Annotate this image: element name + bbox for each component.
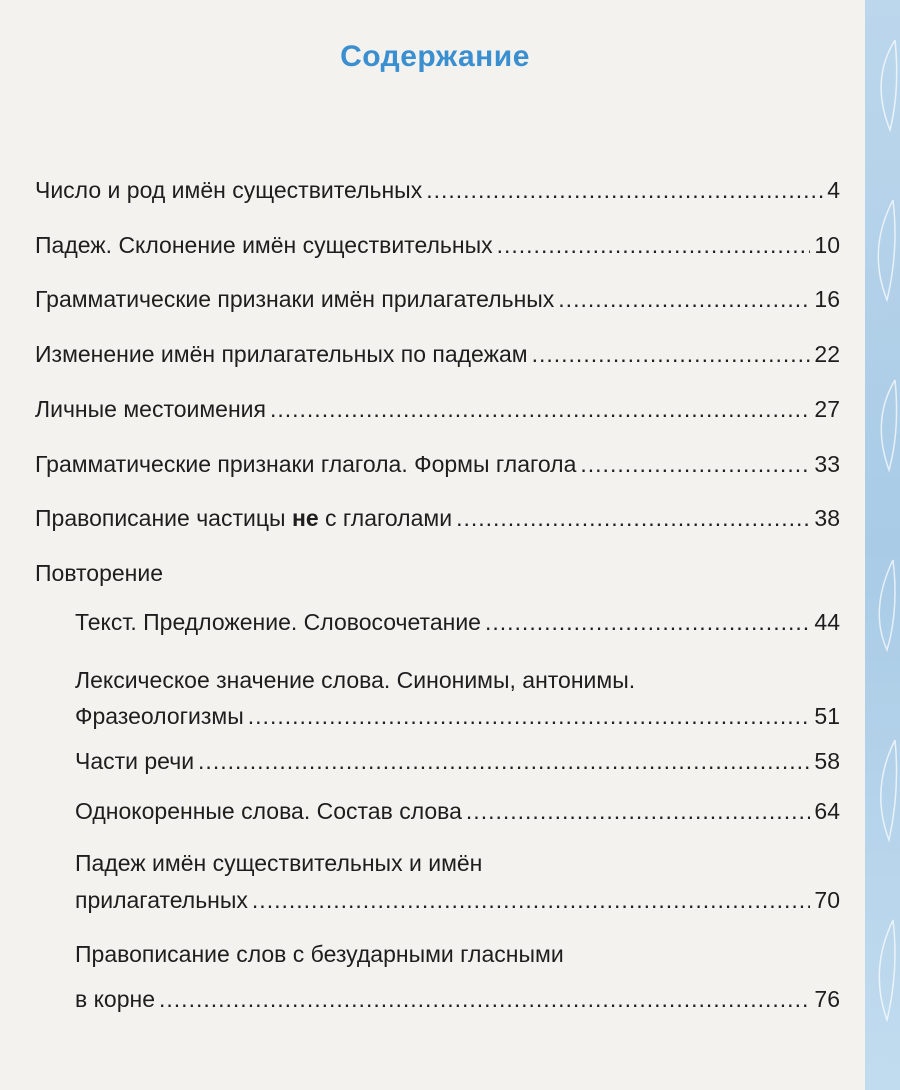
- toc-entry-title-line1: Правописание слов с безударными гласными: [75, 941, 564, 967]
- toc-entry-title: Фразеологизмы: [75, 703, 244, 729]
- toc-entry-page: 10: [814, 232, 840, 258]
- toc-entry-title: Изменение имён прилагательных по падежам: [35, 341, 528, 367]
- toc-entry-title: Текст. Предложение. Словосочетание: [75, 609, 481, 635]
- toc-subentry: [75, 747, 840, 775]
- title-part: с глаголами: [318, 505, 453, 531]
- toc-entry-title: Грамматические признаки имён прилагательных: [35, 286, 555, 312]
- toc-entry: [35, 504, 840, 532]
- toc-entry-title: [35, 504, 452, 532]
- toc-entry-page: 58: [814, 748, 840, 774]
- toc-entry-page: 4: [827, 177, 840, 203]
- toc-entry-title: Падеж. Склонение имён существительных: [35, 232, 493, 258]
- toc-entry-title: прилагательных: [75, 887, 248, 913]
- decorative-side-strip: [865, 0, 900, 1090]
- toc-entry-title: Части речи: [75, 748, 195, 774]
- toc-subentry: [75, 797, 840, 825]
- toc-section-heading: [35, 559, 840, 587]
- toc-entry-page: 38: [814, 505, 840, 531]
- toc-subentry: [75, 662, 840, 734]
- toc-subentry: [75, 608, 840, 636]
- toc-entry-title-line1: Падеж имён существительных и имён: [75, 850, 483, 876]
- toc-entry-title: Число и род имён существительных: [35, 177, 423, 203]
- toc-entry-title: Повторение: [35, 560, 164, 586]
- toc-entry-title: Грамматические признаки глагола. Формы глагола: [35, 451, 577, 477]
- toc-entry-title-line1: Лексическое значение слова. Синонимы, антонимы.: [75, 667, 636, 693]
- toc-entry-page: 22: [814, 341, 840, 367]
- toc-entry: [35, 176, 840, 204]
- toc-entry-title: Личные местоимения: [35, 396, 266, 422]
- toc-entry-page: 33: [814, 451, 840, 477]
- toc-entry: [35, 450, 840, 478]
- toc-entry: [35, 395, 840, 423]
- toc-subentry: [75, 845, 840, 919]
- toc-subentry: [75, 932, 840, 1022]
- toc-entry: [35, 285, 840, 313]
- floral-pattern-icon: [865, 0, 900, 1090]
- page-title: Содержание: [340, 40, 530, 73]
- toc-entry-page: 27: [814, 396, 840, 422]
- toc-entry-title: Однокоренные слова. Состав слова: [75, 798, 462, 824]
- toc-entry-page: 70: [814, 887, 840, 913]
- toc-entry-page: 76: [814, 986, 840, 1012]
- toc-entry: [35, 340, 840, 368]
- toc-entry-page: 64: [814, 798, 840, 824]
- toc-entry: [35, 231, 840, 259]
- toc-entry-title: в корне: [75, 986, 156, 1012]
- toc-entry-page: 51: [814, 703, 840, 729]
- toc-entry-page: 16: [814, 286, 840, 312]
- title-part: Правописание частицы: [35, 505, 292, 531]
- title-bold-part: не: [291, 505, 319, 531]
- toc-entry-page: 44: [814, 609, 840, 635]
